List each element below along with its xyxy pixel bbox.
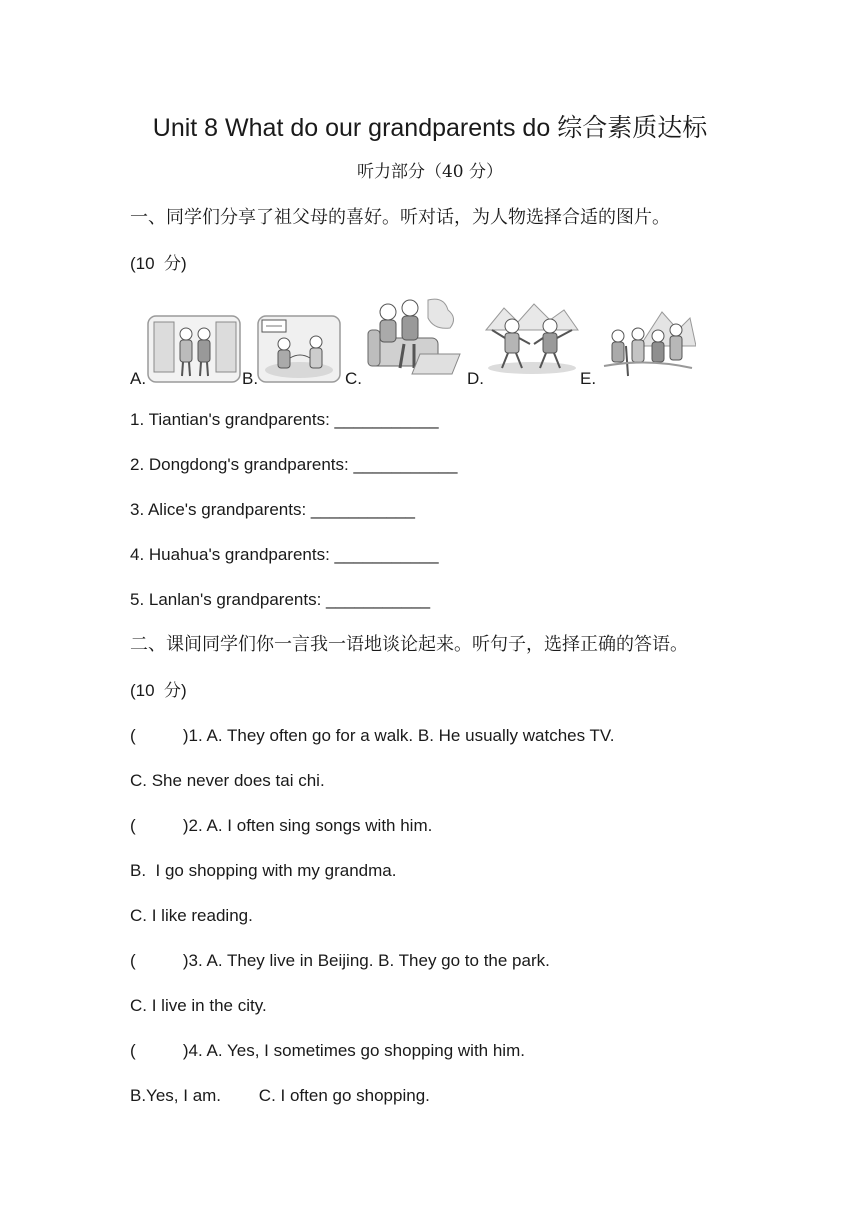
section1-item-1: 1. Tiantian's grandparents: ___________ xyxy=(130,410,439,429)
section2-instruction: 二、课间同学们你一言我一语地谈论起来。听句子，选择正确的答语。 xyxy=(130,634,688,655)
section1-item-5: 5. Lanlan's grandparents: ___________ xyxy=(130,590,431,609)
section2-line-1: ( )1. A. They often go for a walk. B. He usually watches TV. xyxy=(130,726,615,745)
section2-line-8: ( )4. A. Yes, I sometimes go shopping with him. xyxy=(130,1041,525,1060)
title-english: Unit 8 What do our grandparents do xyxy=(152,114,558,142)
option-c-label: C. xyxy=(345,369,362,388)
grandparents-tai-chi-icon xyxy=(484,300,580,376)
section1-item-4: 4. Huahua's grandparents: ___________ xyxy=(130,545,439,564)
title-chinese: 综合素质达标 xyxy=(557,113,708,142)
section2-line-2: C. She never does tai chi. xyxy=(130,771,325,790)
section2-score: (10 分) xyxy=(130,681,187,700)
grandparents-on-sofa-icon xyxy=(364,294,464,378)
section2-line-5: C. I like reading. xyxy=(130,906,253,925)
section1-item-2: 2. Dongdong's grandparents: ___________ xyxy=(130,455,458,474)
page-subtitle: 听力部分（40 分） xyxy=(356,162,504,182)
section2-line-4: B. I go shopping with my grandma. xyxy=(130,861,397,880)
section1-instruction: 一、同学们分享了祖父母的喜好。听对话，为人物选择合适的图片。 xyxy=(130,207,670,228)
page-title xyxy=(0,112,860,144)
section1-score: (10 分) xyxy=(130,254,187,273)
section2-line-9: B.Yes, I am. C. I often go shopping. xyxy=(130,1086,430,1105)
section2-line-3: ( )2. A. I often sing songs with him. xyxy=(130,816,433,835)
option-e-label: E. xyxy=(580,369,597,388)
grandparents-with-clock-icon xyxy=(256,312,342,384)
section1-item-3: 3. Alice's grandparents: ___________ xyxy=(130,500,415,519)
option-d-label: D. xyxy=(467,369,484,388)
section2-line-7: C. I live in the city. xyxy=(130,996,267,1015)
option-a-label: A. xyxy=(130,369,147,388)
grandparents-at-station-icon xyxy=(146,312,242,384)
section2-line-6: ( )3. A. They live in Beijing. B. They go to the park. xyxy=(130,951,550,970)
grandparents-hiking-icon xyxy=(600,306,696,382)
option-b-label: B. xyxy=(242,369,259,388)
